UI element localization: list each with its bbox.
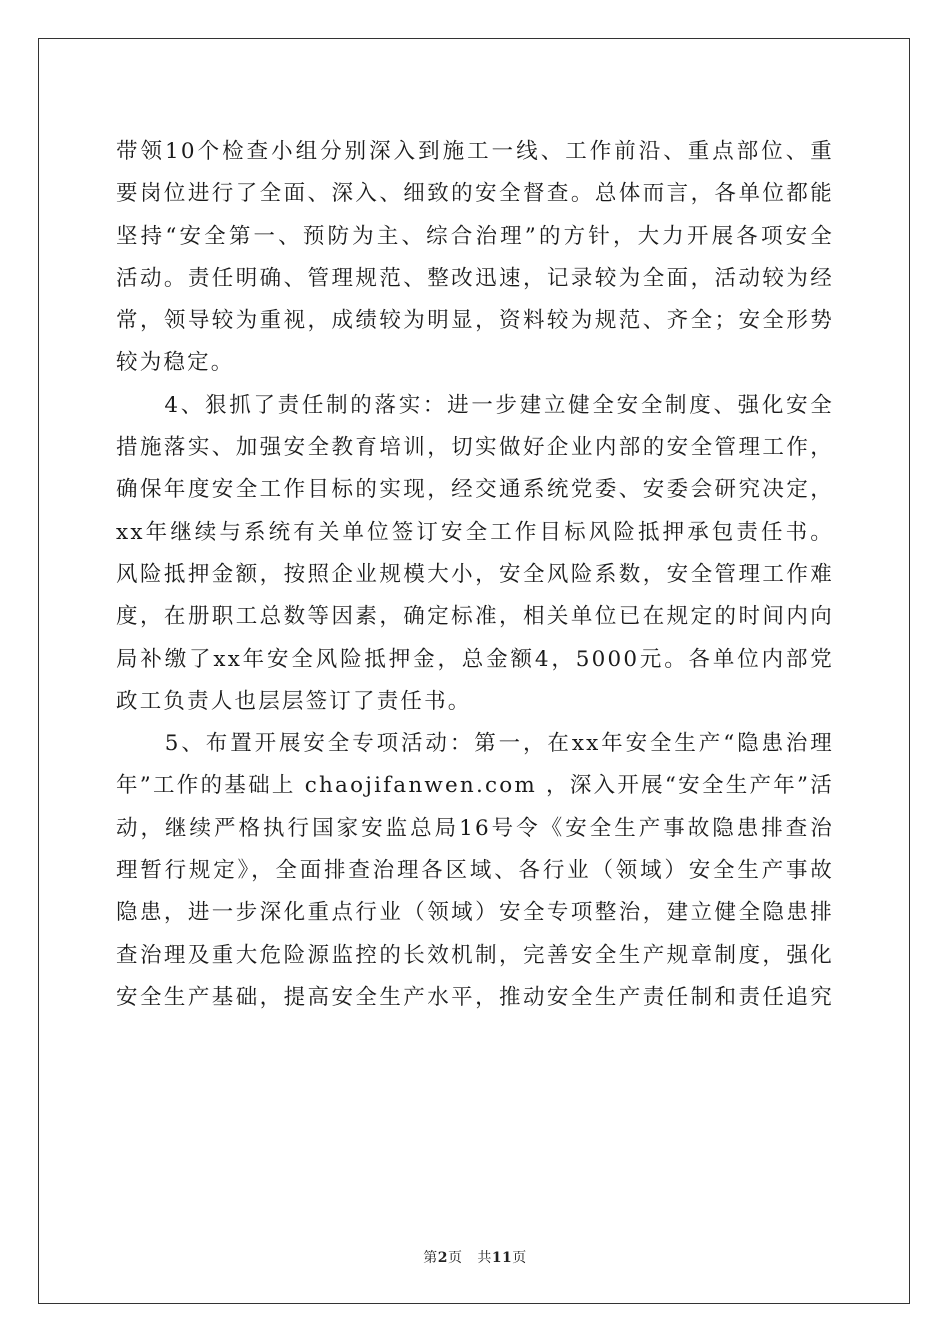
- text-line: 确保年度安全工作目标的实现，经交通系统党委、安委会研究决定，: [116, 477, 834, 503]
- text-line: 措施落实、加强安全教育培训，切实做好企业内部的安全管理工作，: [116, 435, 834, 461]
- paragraph: [116, 723, 834, 1019]
- total-pages: 11: [491, 1250, 513, 1266]
- text-line: 4、狠抓了责任制的落实：进一步建立健全安全制度、强化安全: [116, 392, 834, 418]
- text-line: xx年继续与系统有关单位签订安全工作目标风险抵押承包责任书。: [116, 519, 834, 545]
- text-line: 5、布置开展安全专项活动：第一，在xx年安全生产“隐患治理: [116, 731, 834, 757]
- document-body: [116, 131, 834, 1019]
- page-number: 2: [437, 1250, 448, 1266]
- text-line: 年”工作的基础上 chaojifanwen.com ，深入开展“安全生产年”活: [116, 773, 834, 799]
- total-prefix: 共: [477, 1250, 492, 1266]
- text-line: 政工负责人也层层签订了责任书。: [116, 688, 472, 714]
- text-line: 要岗位进行了全面、深入、细致的安全督查。总体而言，各单位都能: [116, 181, 834, 207]
- text-line: 安全生产基础，提高安全生产水平，推动安全生产责任制和责任追究: [116, 984, 834, 1010]
- text-line: 动，继续严格执行国家安监总局16号令《安全生产事故隐患排查治: [116, 815, 834, 841]
- paragraph: [116, 385, 834, 723]
- text-line: 带领10个检查小组分别深入到施工一线、工作前沿、重点部位、重: [116, 139, 834, 164]
- text-line: 隐患，进一步深化重点行业（领域）安全专项整治，建立健全隐患排: [116, 900, 834, 926]
- text-line: 活动。责任明确、管理规范、整改迅速，记录较为全面，活动较为经: [116, 265, 834, 291]
- text-line: 理暂行规定》，全面排查治理各区域、各行业（领域）安全生产事故: [116, 858, 834, 884]
- page-prefix: 第: [423, 1250, 438, 1266]
- paragraph: [116, 131, 834, 385]
- page-footer: [0, 1247, 950, 1267]
- total-suffix: 页: [512, 1250, 527, 1266]
- text-line: 较为稳定。: [116, 350, 235, 376]
- text-line: 风险抵押金额，按照企业规模大小，安全风险系数，安全管理工作难: [116, 561, 834, 587]
- text-line: 度，在册职工总数等因素，确定标准，相关单位已在规定的时间内向: [116, 604, 834, 630]
- text-line: 常，领导较为重视，成绩较为明显，资料较为规范、齐全；安全形势: [116, 308, 834, 334]
- page-suffix: 页: [447, 1250, 463, 1266]
- text-line: 坚持“安全第一、预防为主、综合治理”的方针，大力开展各项安全: [116, 223, 834, 249]
- text-line: 局补缴了xx年安全风险抵押金，总金额4，5000元。各单位内部党: [116, 646, 834, 672]
- text-line: 查治理及重大危险源监控的长效机制，完善安全生产规章制度，强化: [116, 942, 834, 968]
